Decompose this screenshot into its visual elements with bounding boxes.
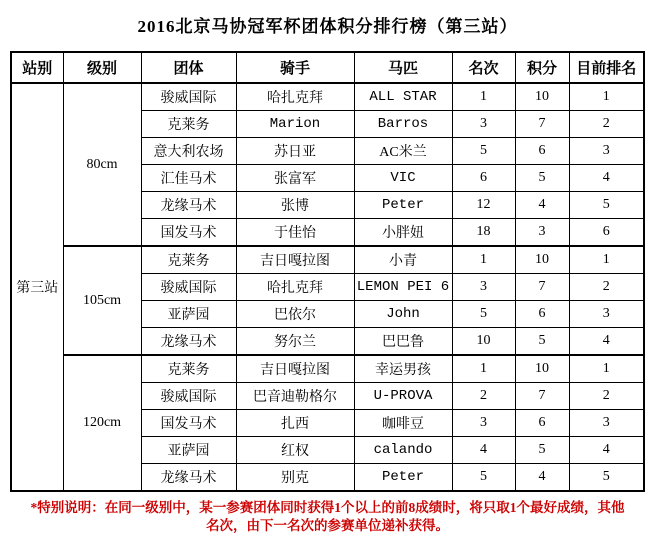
rider-cell: 努尔兰 bbox=[236, 328, 354, 356]
team-cell: 汇佳马术 bbox=[141, 165, 236, 192]
horse-cell: 幸运男孩 bbox=[354, 355, 452, 383]
horse-cell: 咖啡豆 bbox=[354, 410, 452, 437]
current-rank-cell: 3 bbox=[569, 138, 644, 165]
horse-cell: Peter bbox=[354, 464, 452, 492]
level-cell: 80cm bbox=[63, 83, 141, 246]
current-rank-cell: 2 bbox=[569, 274, 644, 301]
rank-cell: 5 bbox=[452, 464, 515, 492]
team-cell: 骏威国际 bbox=[141, 383, 236, 410]
rank-cell: 1 bbox=[452, 246, 515, 274]
column-header-points: 积分 bbox=[515, 52, 569, 83]
points-cell: 10 bbox=[515, 355, 569, 383]
team-cell: 龙缘马术 bbox=[141, 192, 236, 219]
table-row bbox=[11, 83, 644, 111]
column-header-horse: 马匹 bbox=[354, 52, 452, 83]
points-cell: 3 bbox=[515, 219, 569, 247]
current-rank-cell: 4 bbox=[569, 328, 644, 356]
horse-cell: 巴巴鲁 bbox=[354, 328, 452, 356]
column-header-rank: 名次 bbox=[452, 52, 515, 83]
rider-cell: 哈扎克拜 bbox=[236, 83, 354, 111]
current-rank-cell: 1 bbox=[569, 355, 644, 383]
team-cell: 意大利农场 bbox=[141, 138, 236, 165]
rider-cell: 张富军 bbox=[236, 165, 354, 192]
team-cell: 骏威国际 bbox=[141, 274, 236, 301]
horse-cell: VIC bbox=[354, 165, 452, 192]
table-row bbox=[11, 246, 644, 274]
rider-cell: Marion bbox=[236, 111, 354, 138]
team-cell: 骏威国际 bbox=[141, 83, 236, 111]
rider-cell: 巴依尔 bbox=[236, 301, 354, 328]
rider-cell: 吉日嘎拉图 bbox=[236, 246, 354, 274]
rank-cell: 1 bbox=[452, 83, 515, 111]
rank-cell: 12 bbox=[452, 192, 515, 219]
level-cell: 120cm bbox=[63, 355, 141, 491]
rank-cell: 18 bbox=[452, 219, 515, 247]
rank-cell: 3 bbox=[452, 274, 515, 301]
team-cell: 克莱务 bbox=[141, 111, 236, 138]
points-cell: 6 bbox=[515, 410, 569, 437]
column-header-rider: 骑手 bbox=[236, 52, 354, 83]
special-note bbox=[0, 499, 655, 535]
points-cell: 10 bbox=[515, 246, 569, 274]
team-cell: 国发马术 bbox=[141, 410, 236, 437]
column-header-current-rank: 目前排名 bbox=[569, 52, 644, 83]
rider-cell: 哈扎克拜 bbox=[236, 274, 354, 301]
horse-cell: 小胖妞 bbox=[354, 219, 452, 247]
special-note-line-2: 名次，由下一名次的参赛单位递补获得。 bbox=[206, 518, 449, 533]
horse-cell: AC米兰 bbox=[354, 138, 452, 165]
rank-cell: 3 bbox=[452, 410, 515, 437]
table-row bbox=[11, 355, 644, 383]
horse-cell: LEMON PEI 6 bbox=[354, 274, 452, 301]
horse-cell: ALL STAR bbox=[354, 83, 452, 111]
team-cell: 克莱务 bbox=[141, 246, 236, 274]
points-cell: 5 bbox=[515, 328, 569, 356]
rider-cell: 巴音迪勒格尔 bbox=[236, 383, 354, 410]
current-rank-cell: 2 bbox=[569, 383, 644, 410]
rank-cell: 3 bbox=[452, 111, 515, 138]
station-cell: 第三站 bbox=[11, 83, 63, 491]
current-rank-cell: 1 bbox=[569, 83, 644, 111]
current-rank-cell: 3 bbox=[569, 410, 644, 437]
rank-cell: 6 bbox=[452, 165, 515, 192]
team-cell: 克莱务 bbox=[141, 355, 236, 383]
rank-cell: 1 bbox=[452, 355, 515, 383]
level-cell: 105cm bbox=[63, 246, 141, 355]
rank-cell: 4 bbox=[452, 437, 515, 464]
points-cell: 4 bbox=[515, 192, 569, 219]
team-cell: 亚萨园 bbox=[141, 301, 236, 328]
rider-cell: 别克 bbox=[236, 464, 354, 492]
current-rank-cell: 5 bbox=[569, 464, 644, 492]
header-row bbox=[11, 52, 644, 83]
rank-cell: 2 bbox=[452, 383, 515, 410]
current-rank-cell: 2 bbox=[569, 111, 644, 138]
team-cell: 龙缘马术 bbox=[141, 328, 236, 356]
rider-cell: 红权 bbox=[236, 437, 354, 464]
current-rank-cell: 4 bbox=[569, 165, 644, 192]
horse-cell: Barros bbox=[354, 111, 452, 138]
horse-cell: calando bbox=[354, 437, 452, 464]
points-table bbox=[10, 51, 645, 492]
team-cell: 龙缘马术 bbox=[141, 464, 236, 492]
special-note-line-1: *特别说明：在同一级别中，某一参赛团体同时获得1个以上的前8成绩时，将只取1个最好成绩，其他 bbox=[30, 500, 625, 515]
points-cell: 5 bbox=[515, 165, 569, 192]
horse-cell: U-PROVA bbox=[354, 383, 452, 410]
rank-cell: 5 bbox=[452, 301, 515, 328]
column-header-team: 团体 bbox=[141, 52, 236, 83]
horse-cell: Peter bbox=[354, 192, 452, 219]
team-cell: 亚萨园 bbox=[141, 437, 236, 464]
horse-cell: John bbox=[354, 301, 452, 328]
rider-cell: 苏日亚 bbox=[236, 138, 354, 165]
rank-cell: 10 bbox=[452, 328, 515, 356]
team-cell: 国发马术 bbox=[141, 219, 236, 247]
points-cell: 10 bbox=[515, 83, 569, 111]
points-cell: 5 bbox=[515, 437, 569, 464]
points-cell: 6 bbox=[515, 138, 569, 165]
current-rank-cell: 3 bbox=[569, 301, 644, 328]
rider-cell: 吉日嘎拉图 bbox=[236, 355, 354, 383]
horse-cell: 小青 bbox=[354, 246, 452, 274]
points-cell: 7 bbox=[515, 383, 569, 410]
current-rank-cell: 4 bbox=[569, 437, 644, 464]
current-rank-cell: 5 bbox=[569, 192, 644, 219]
rider-cell: 于佳怡 bbox=[236, 219, 354, 247]
current-rank-cell: 6 bbox=[569, 219, 644, 247]
points-cell: 7 bbox=[515, 274, 569, 301]
rider-cell: 张博 bbox=[236, 192, 354, 219]
points-cell: 7 bbox=[515, 111, 569, 138]
column-header-station: 站别 bbox=[11, 52, 63, 83]
rider-cell: 扎西 bbox=[236, 410, 354, 437]
current-rank-cell: 1 bbox=[569, 246, 644, 274]
points-cell: 4 bbox=[515, 464, 569, 492]
page-title: 2016北京马协冠军杯团体积分排行榜（第三站） bbox=[137, 17, 518, 36]
column-header-level: 级别 bbox=[63, 52, 141, 83]
points-cell: 6 bbox=[515, 301, 569, 328]
rank-cell: 5 bbox=[452, 138, 515, 165]
